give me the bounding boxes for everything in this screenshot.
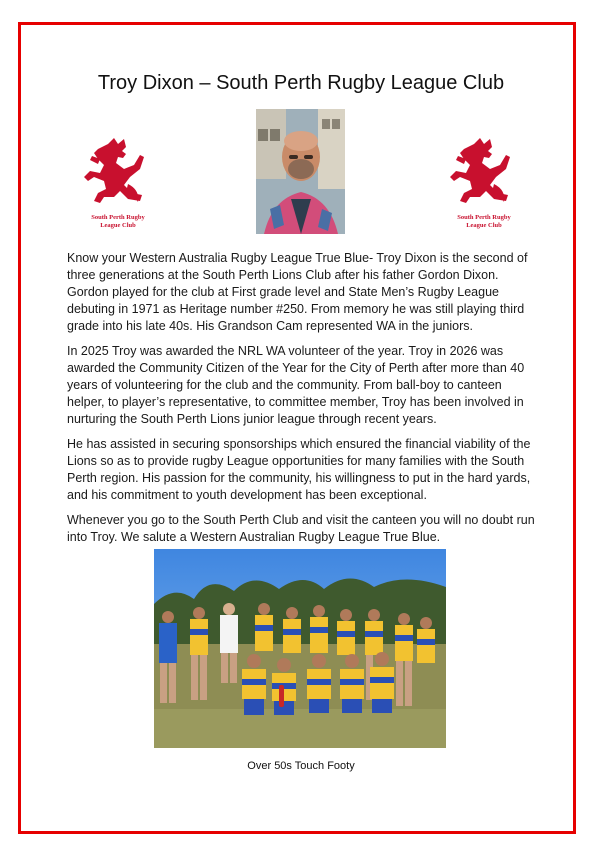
article-body <box>67 250 535 554</box>
logo-caption: South Perth Rugby League Club <box>91 214 145 229</box>
club-logo-right <box>444 134 524 234</box>
paragraph: He has assisted in securing sponsorships which ensured the financial viability of the Lions so as to provide rugby League opportunities for many families with the South Perth region. His passion for the community, his willingness to put in the hard yards, and his commitment to youth development has been exceptional. <box>67 437 531 502</box>
team-photo <box>154 549 446 748</box>
club-logo-left <box>78 134 158 234</box>
lion-rampant-icon <box>78 134 158 214</box>
logo-caption: South Perth Rugby League Club <box>457 214 511 229</box>
paragraph: In 2025 Troy was awarded the NRL WA volunteer of the year. Troy in 2026 was awarded the Community Citizen of the Year for the City of Perth after more than 40 years of volunteering for the club and the community. From ball-boy to canteen helper, to player’s representative, to committee member, Troy has been involved in nurturing the South Perth Lions junior league through recent years. <box>67 344 525 426</box>
page-title: Troy Dixon – South Perth Rugby League Club <box>97 72 505 94</box>
paragraph: Know your Western Australia Rugby League True Blue- Troy Dixon is the second of three generations at the South Perth Lions Club after his father Gordon Dixon. Gordon played for the club at First grade level and State Men’s Rugby League debuting in 1971 as Heritage number #250. From memory he was still playing third grade into his late 40s. His Grandson Cam represented WA in the juniors. <box>67 251 528 333</box>
lion-rampant-icon <box>444 134 524 214</box>
troy-dixon-portrait <box>256 109 345 234</box>
paragraph: Whenever you go to the South Perth Club and visit the canteen you will no doubt run into Troy. We salute a Western Australian Rugby League True Blue. <box>67 513 535 544</box>
photo-caption: Over 50s Touch Footy <box>247 760 355 772</box>
